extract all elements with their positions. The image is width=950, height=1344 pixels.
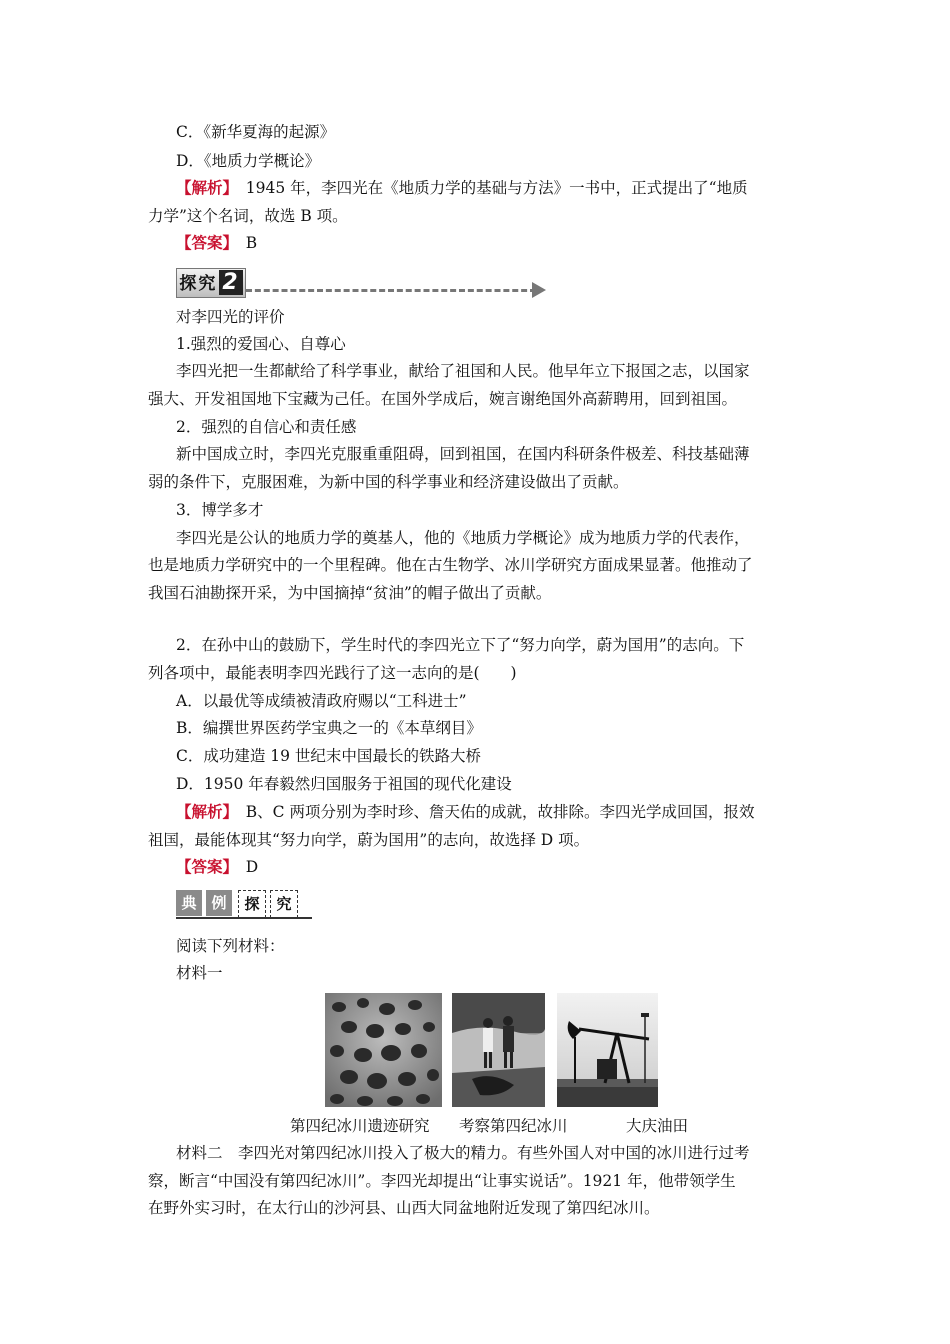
p2-line2: 弱的条件下，克服困难，为新中国的科学事业和经济建设做出了贡献。	[148, 473, 629, 491]
p3-line3: 我国石油勘探开采，为中国摘掉“贫油”的帽子做出了贡献。	[148, 584, 552, 602]
analysis-text: 1945 年，李四光在《地质力学的基础与方法》一书中，正式提出了“地质	[230, 179, 748, 197]
banner-char-3: 探	[238, 890, 266, 918]
p3-line1: 李四光是公认的地质力学的奠基人，他的《地质力学概论》成为地质力学的代表作，	[176, 529, 750, 547]
p3-line2: 也是地质力学研究中的一个里程碑。他在古生物学、冰川学研究方面成果显著。他推动了	[148, 556, 753, 574]
p1-line1: 李四光把一生都献给了科学事业，献给了祖国和人民。他早年立下报国之志，以国家	[176, 362, 750, 380]
caption-glacier-survey: 考察第四纪冰川	[459, 1117, 568, 1135]
answer-value: D	[230, 858, 259, 876]
p3-heading: 3．博学多才	[176, 501, 264, 519]
glacier-survey-photo	[452, 993, 545, 1107]
q1-analysis-line2: 力学”这个名词，故选 B 项。	[148, 207, 348, 225]
q2-stem-line2: 列各项中，最能表明李四光践行了这一志向的是( )	[148, 664, 517, 682]
q2-option-a: A．以最优等成绩被清政府赐以“工科进士”	[176, 692, 467, 710]
q1-option-c: C．《新华夏海的起源》	[176, 123, 336, 141]
q2-analysis-line2: 祖国，最能体现其“努力向学，蔚为国用”的志向，故选择 D 项。	[148, 831, 590, 849]
p2-heading: 2．强烈的自信心和责任感	[176, 418, 357, 436]
q1-option-d: D．《地质力学概论》	[176, 152, 321, 170]
glacier-rock-photo	[325, 993, 442, 1107]
answer-tag: 【答案】	[176, 233, 231, 252]
q2-option-d: D．1950 年春毅然归国服务于祖国的现代化建设	[176, 775, 512, 793]
material2-line2: 察，断言“中国没有第四纪冰川”。李四光却提出“让事实说话”。1921 年，他带领学生	[148, 1172, 736, 1190]
q2-option-c: C．成功建造 19 世纪末中国最长的铁路大桥	[176, 747, 481, 765]
q1-answer	[176, 232, 257, 254]
banner-char-2: 例	[206, 890, 232, 916]
banner-underline	[176, 917, 312, 919]
caption-daqing-oilfield: 大庆油田	[626, 1117, 689, 1135]
banner-char-4: 究	[270, 890, 298, 918]
banner-label	[176, 268, 246, 298]
section-title: 对李四光的评价	[176, 308, 285, 326]
material2-line1: 材料二 李四光对第四纪冰川投入了极大的精力。有些外国人对中国的冰川进行过考	[176, 1144, 750, 1162]
p2-line1: 新中国成立时，李四光克服重重阻碍，回到祖国，在国内科研条件极差、科技基础薄	[176, 445, 750, 463]
banner-char-1: 典	[176, 890, 202, 916]
material2-line3: 在野外实习时，在太行山的沙河县、山西大同盆地附近发现了第四纪冰川。	[148, 1199, 660, 1217]
q2-option-b: B．编撰世界医药学宝典之一的《本草纲目》	[176, 719, 482, 737]
analysis-text: B、C 两项分别为李时珍、詹天佑的成就，故排除。李四光学成回国，报效	[230, 803, 755, 821]
section-banner-explore-2	[176, 268, 548, 300]
q1-analysis	[176, 177, 748, 199]
p1-line2: 强大、开发祖国地下宝藏为己任。在国外学成后，婉言谢绝国外高薪聘用，回到祖国。	[148, 390, 738, 408]
arrow-right-icon	[532, 282, 546, 298]
answer-tag: 【答案】	[176, 857, 231, 876]
banner-dashed-line	[246, 289, 536, 292]
q2-analysis	[176, 801, 754, 823]
answer-value: B	[230, 234, 258, 252]
analysis-tag: 【解析】	[176, 178, 231, 197]
q2-answer	[176, 856, 258, 878]
analysis-tag: 【解析】	[176, 802, 231, 821]
banner-text: 探究	[179, 274, 218, 294]
p1-heading: 1.强烈的爱国心、自尊心	[176, 335, 346, 353]
oil-field-photo	[557, 993, 658, 1107]
caption-glacier-relics: 第四纪冰川遗迹研究	[290, 1117, 430, 1135]
q2-stem-line1: 2．在孙中山的鼓励下，学生时代的李四光立下了“努力向学，蔚为国用”的志向。下	[176, 636, 745, 654]
example-banner	[176, 890, 316, 920]
banner-number: 2	[219, 270, 242, 295]
material1-label: 材料一	[176, 964, 223, 982]
example-intro: 阅读下列材料：	[176, 937, 285, 955]
